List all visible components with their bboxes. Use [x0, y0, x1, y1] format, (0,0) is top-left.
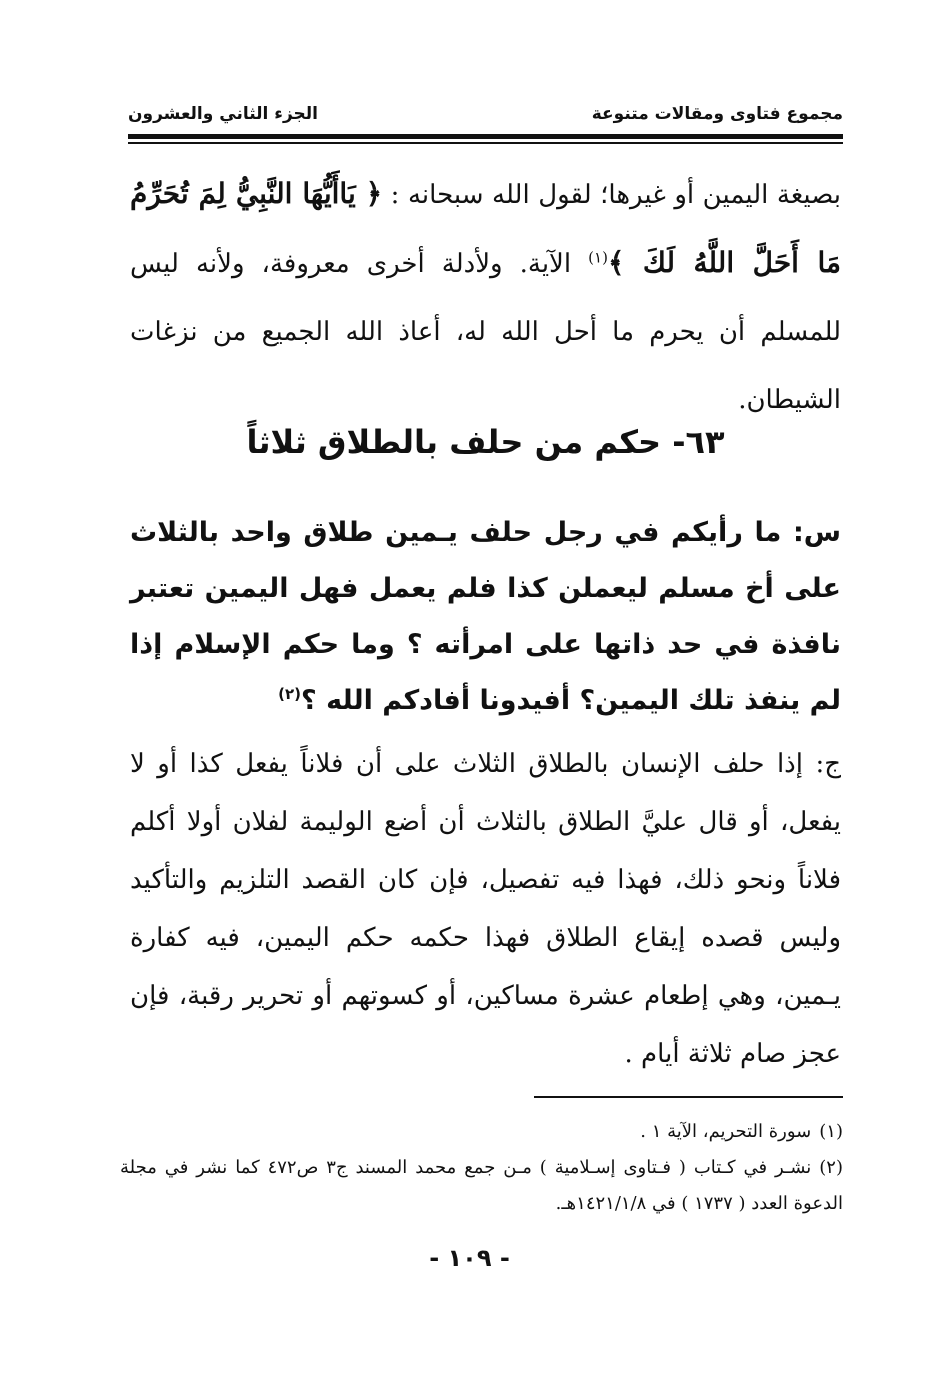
footnote-ref-1: (١) [588, 248, 608, 267]
intro-paragraph [130, 160, 841, 434]
intro-text-before: بصيغة اليمين أو غيرها؛ لقول الله سبحانه : [382, 180, 841, 210]
footnote-number: (٢) [819, 1157, 843, 1178]
footnote-text: سورة التحريم، الآية ١ . [640, 1121, 812, 1142]
question-text: س: ما رأيكم في رجل حلف يـمين طلاق واحد بالثلاث على أخ مسلم ليعملن كذا فلم يعمل فهل اليمين تعتبر نافذة في حد ذاتها على امرأته ؟ وما حكم الإسلام إذا لم ينفذ تلك اليمين؟ أفيدونا أفادكم الله ؟ [130, 517, 841, 716]
footnote-item [120, 1114, 843, 1150]
answer-text: ج: إذا حلف الإنسان بالطلاق الثلاث على أن فلاناً يفعل كذا أو لا يفعل، أو قال عليَّ الطلاق بالثلاث أن أضع الوليمة لفلان أولا أكلم فلاناً ونحو ذلك، فهذا فيه تفصيل، فإن كان القصد التلزيم والتأكيد وليس قصده إيقاع الطلاق فهذا حكمه حكم اليمين، فيه كفارة يـمين، وهي إطعام عشرة مساكين، أو كسوتهم أو تحرير رقبة، فإن عجز صام ثلاثة أيام . [130, 749, 841, 1069]
answer-paragraph [130, 735, 841, 1083]
book-title: مجموع فتاوى ومقالات متنوعة [591, 104, 843, 124]
section-title: ٦٣- حكم من حلف بالطلاق ثلاثاً [246, 423, 725, 461]
header-rule-thick [128, 134, 843, 139]
header-rule-thin [128, 142, 843, 144]
footnote-item [120, 1150, 843, 1222]
footnote-number: (١) [819, 1121, 843, 1142]
footnote-separator [534, 1096, 843, 1098]
footnote-text: نشـر في كـتاب ( فـتاوى إسـلامية ) مـن جمع محمد المسند ج٣ ص٤٧٢ كما نشر في مجلة الدعوة العدد ( ١٧٣٧ ) في ١٤٢١/١/٨هـ. [120, 1157, 843, 1214]
volume-label: الجزء الثاني والعشرون [128, 104, 319, 124]
page-number: - ١٠٩ - [429, 1244, 510, 1272]
footnotes [120, 1114, 843, 1222]
quran-verse: ﴿ يَاأَيُّهَا النَّبِيُّ لِمَ تُحَرِّمُ مَا أَحَلَّ اللَّهُ لَكَ ﴾ [130, 177, 841, 279]
question-paragraph [130, 505, 841, 729]
running-header [128, 96, 843, 132]
intro-text-after: الآية. ولأدلة أخرى معروفة، ولأنه ليس للمسلم أن يحرم ما أحل الله له، أعاذ الله الجميع من نزغات الشيطان. [130, 249, 841, 415]
footnote-ref-2: (٢) [278, 685, 302, 703]
